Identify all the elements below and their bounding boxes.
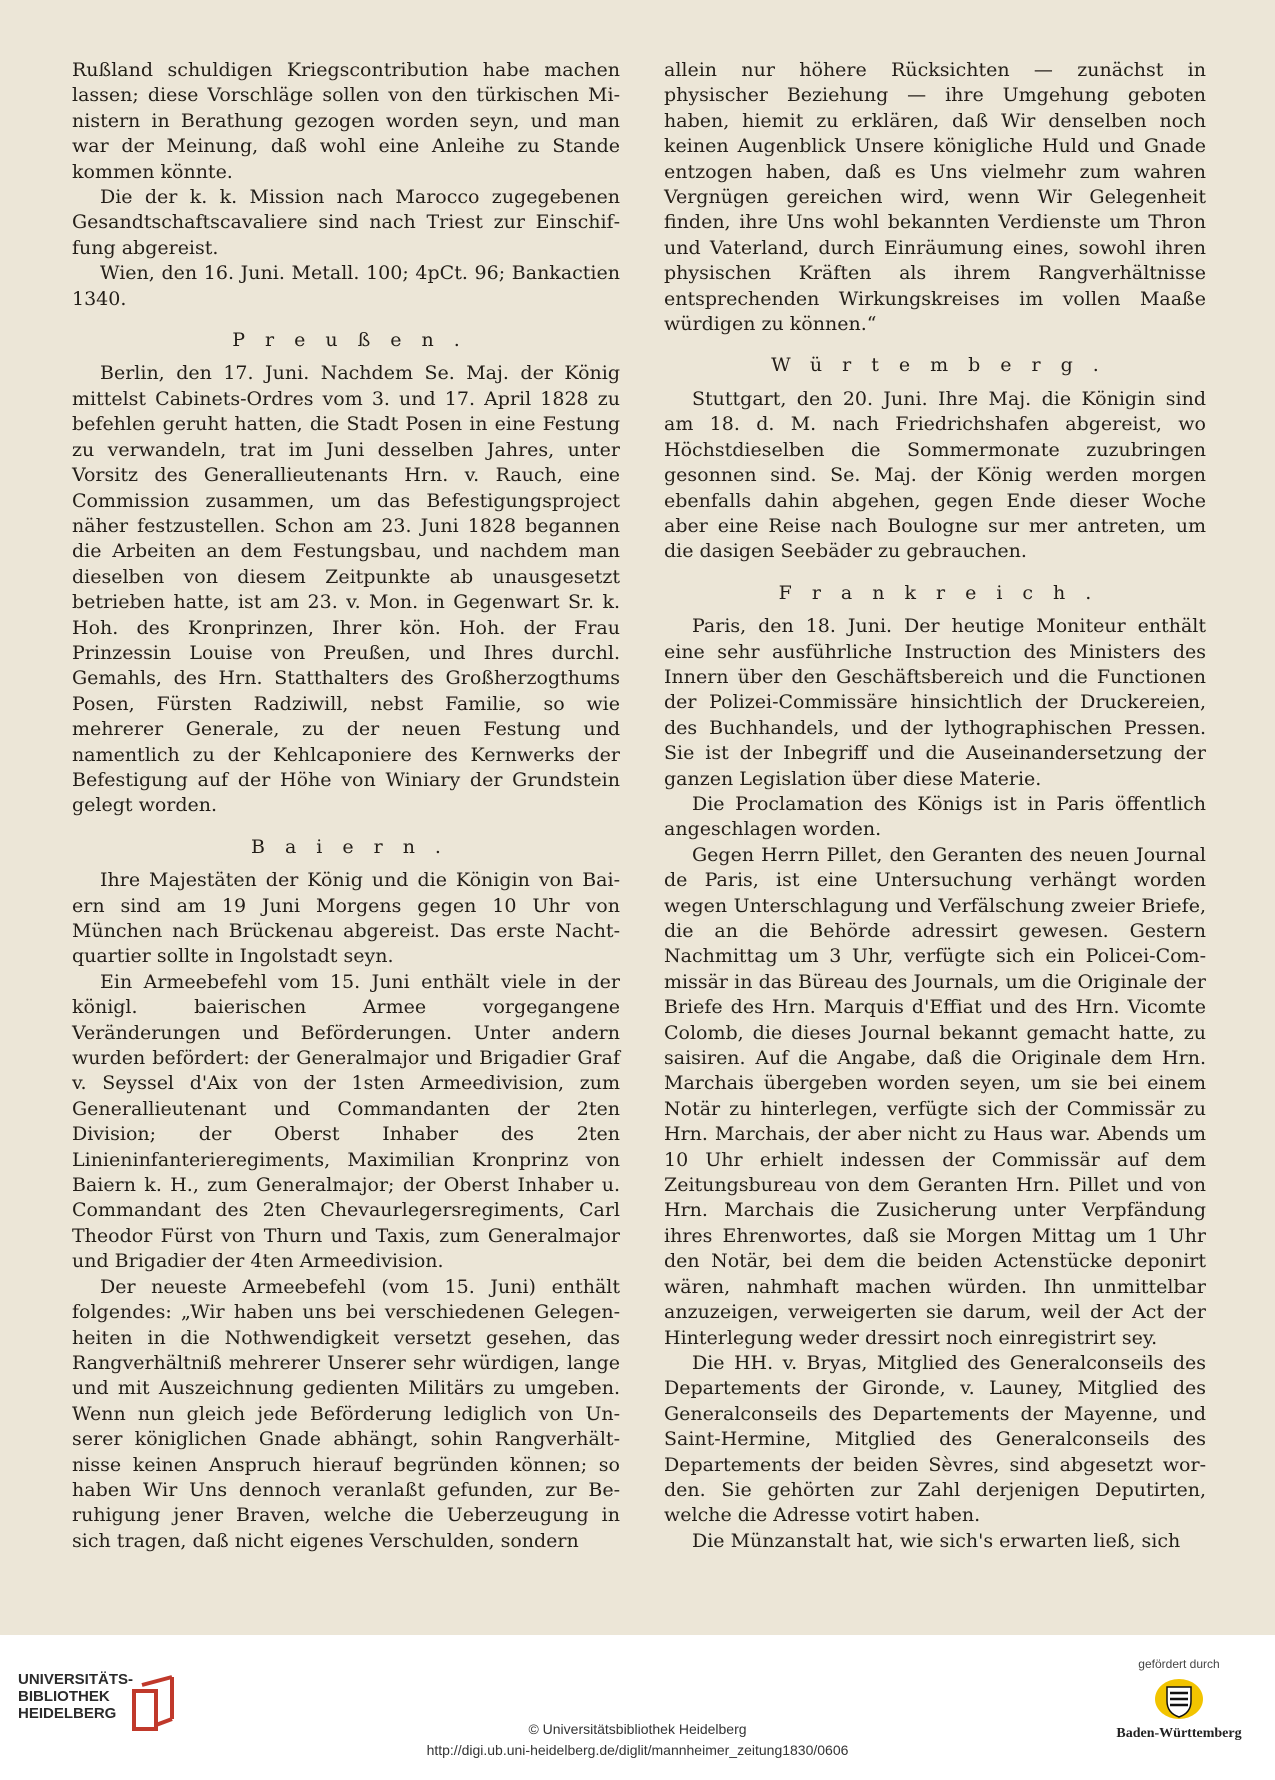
library-logo[interactable]	[18, 1671, 133, 1722]
article-paragraph: Die HH. v. Bryas, Mitglied des Generalconseils des Departements der Gironde, v. Launey, Mitglied des Generalconseils des Departements der Mayenne, und Saint-Hermine, Mitglied des Generalconseils des Departements der beiden Sèvres, sind abgesetzt worden. Sie gehörten zur Zahl derjenigen Deputirten, welche die Adresse votirt haben.	[664, 1351, 1206, 1527]
article-paragraph: Paris, den 18. Juni. Der heutige Moniteur enthält eine sehr ausführliche Instruction des Ministers des Innern über den Geschäftsbereich und die Functionen der Polizei-Commissäre hinsichtlich der Druckereien, des Buchhandels, und der lythographischen Pressen. Sie ist der Inbegriff und die Auseinandersetzung der ganzen Legislation über diese Materie.	[664, 615, 1206, 790]
article-paragraph: Ein Armeebefehl vom 15. Juni enthält viele in der königl. baierischen Armee vorgegangene Veränderungen und Beförderungen. Unter andern wurden befördert: der Generalmajor und Brigadier Graf v. Seyssel d'Aix von der 1sten Armeedivision, zum Generallieutenant und Commandanten der 2ten Division; der Oberst Inhaber des 2ten Linieninfanterieregiments, Maximilian Kronprinz von Baiern k. H., zum Generalmajor; der Oberst Inhaber u. Commandant des 2ten Chevaurlegersregiments, Carl Theodor Fürst von Thurn und Taxis, zum Generalmajor und Brigadier der 4ten Armeedivision.	[72, 970, 620, 1273]
section-heading: Würtemberg.	[771, 354, 1119, 377]
article-paragraph: Die der k. k. Mission nach Marocco zugegebenen Gesandtschaftscavaliere sind nach Triest zur Einschiffung abgereist.	[72, 186, 620, 259]
section-heading: Baiern.	[251, 835, 461, 858]
article-paragraph: Der neueste Armeebefehl (vom 15. Juni) enthält folgendes: „Wir haben uns bei verschiedenen Gelegenheiten in die Nothwendigkeit versetzt gesehen, das Rangverhältniß mehrerer Unserer sehr würdigen, lange und mit Auszeichnung gedienten Militärs zu umgeben. Wenn nun gleich jede Beförderung lediglich von Unserer königlichen Gnade abhängt, sohin Rangverhältnisse keinen Anspruch hierauf begründen können; so haben Wir Uns dennoch veranlaßt gefunden, zur Beruhigung jener Braven, welche die Ueberzeugung in sich tragen, daß nicht eigenes Verschulden, sondern	[72, 1275, 620, 1552]
library-name-line2: BIBLIOTHEK	[18, 1688, 110, 1705]
article-paragraph: Rußland schuldigen Kriegscontribution habe machen lassen; diese Vorschläge sollen von den türkischen Ministern in Berathung gezogen worden seyn, und man war der Meinung, daß wohl eine Anleihe zu Stande kommen könnte.	[72, 59, 620, 183]
left-column	[72, 58, 620, 1554]
article-paragraph: Wien, den 16. Juni. Metall. 100; 4pCt. 96; Bankactien 1340.	[72, 262, 620, 310]
section-heading: Preußen.	[232, 329, 480, 352]
sponsor-label: gefördert durch	[1138, 1657, 1220, 1671]
sponsor-name: Baden-Württemberg	[1116, 1726, 1242, 1741]
right-column	[664, 58, 1206, 1554]
library-name-line3: HEIDELBERG	[18, 1705, 117, 1722]
article-paragraph: Die Münzanstalt hat, wie sich's erwarten ließ, sich	[692, 1529, 1181, 1552]
article-paragraph: Stuttgart, den 20. Juni. Ihre Maj. die Königin sind am 18. d. M. nach Friedrichshafen abgereist, wo Höchstdieselben die Sommermonate zuzubringen gesonnen sind. Se. Maj. der König werden morgen ebenfalls dahin abgehen, gegen Ende dieser Woche aber eine Reise nach Boulogne sur mer antreten, um die dasigen Seebäder zu gebrauchen.	[664, 387, 1206, 563]
footer	[0, 1635, 1275, 1780]
article-paragraph: Ihre Majestäten der König und die Königin von Baiern sind am 19 Juni Morgens gegen 10 Uhr von München nach Brückenau abgereist. Das erste Nachtquartier sollte in Ingolstadt seyn.	[72, 869, 620, 968]
section-heading: Frankreich.	[778, 581, 1112, 604]
article-paragraph: allein nur höhere Rücksichten — zunächst in physischer Beziehung — ihre Umgehung geboten haben, hiemit zu erklären, daß Wir denselben noch keinen Augenblick Unsere königliche Huld und Gnade entzogen haben, daß es Uns vielmehr zum wahren Vergnügen gereichen wird, wenn Wir Gelegenheit finden, ihre Uns wohl bekannten Verdienste um Thron und Vaterland, durch Einräumung eines, sowohl ihren physischen Kräften als ihrem Rangverhältnisse entsprechenden Wirkungskreises im vollen Maaße würdigen zu können.“	[664, 59, 1206, 336]
source-url-link[interactable]: http://digi.ub.uni-heidelberg.de/diglit/mannheimer_zeitung1830/0606	[426, 1742, 849, 1758]
sponsor-block	[1109, 1657, 1249, 1742]
article-paragraph: Gegen Herrn Pillet, den Geranten des neuen Journal de Paris, ist eine Untersuchung verhängt worden wegen Unterschlagung und Verfälschung zweier Briefe, die an die Behörde adressirt gewesen. Gestern Nachmittag um 3 Uhr, verfügte sich ein Policei-Commissär in das Büreau des Journals, um die Originale der Briefe des Hrn. Marquis d'Effiat und des Hrn. Vicomte Colomb, die dieses Journal bekannt gemacht hatte, zu saisiren. Auf die Angabe, daß die Originale dem Hrn. Marchais übergeben worden seyen, um sie bei einem Notär zu hinterlegen, verfügte sich der Commissär zu Hrn. Marchais, der aber nicht zu Haus war. Abends um 10 Uhr erhielt indessen der Commissär auf dem Zeitungsbureau von dem Geranten Hrn. Pillet und von Hrn. Marchais die Zusicherung unter Verpfändung ihres Ehrenwortes, daß sie Morgen Mittag um 1 Uhr den Notär, bei dem die beiden Actenstücke deponirt wären, nahmhaft machen würden. Ihn unmittelbar anzuzeigen, verweigerten sie darum, weil der Act der Hinterlegung weder dressirt noch einregistrirt sey.	[664, 843, 1206, 1349]
article-paragraph: Berlin, den 17. Juni. Nachdem Se. Maj. der König mittelst Cabinets-Ordres vom 3. und 17. April 1828 zu befehlen geruht hatten, die Stadt Posen in eine Festung zu verwandeln, trat im Juni desselben Jahres, unter Vorsitz des Generallieutenants Hrn. v. Rauch, eine Commission zusammen, um das Befestigungsproject näher festzustellen. Schon am 23. Juni 1828 begannen die Arbeiten an dem Festungsbau, und nachdem man dieselben von diesem Zeitpunkte ab unausgesetzt betrieben hatte, ist am 23. v. Mon. in Gegenwart Sr. k. Hoh. des Kronprinzen, Ihrer kön. Hoh. der Frau Prinzessin Louise von Preußen, und Ihres durchl. Gemahls, des Hrn. Statthalters des Großherzogthums Posen, Fürsten Radziwill, nebst Familie, so wie mehrerer Generale, zu der neuen Festung und namentlich zu der Kehlcaponiere des Kernwerks der Befestigung auf der Höhe von Winiary der Grundstein gelegt worden.	[72, 362, 620, 817]
copyright-text: © Universitätsbibliothek Heidelberg	[528, 1721, 747, 1737]
library-name-line1: UNIVERSITÄTS-	[18, 1671, 134, 1688]
article-paragraph: Die Proclamation des Königs ist in Paris öffentlich angeschlagen worden.	[664, 792, 1206, 841]
state-coat-of-arms-icon	[1153, 1677, 1205, 1721]
